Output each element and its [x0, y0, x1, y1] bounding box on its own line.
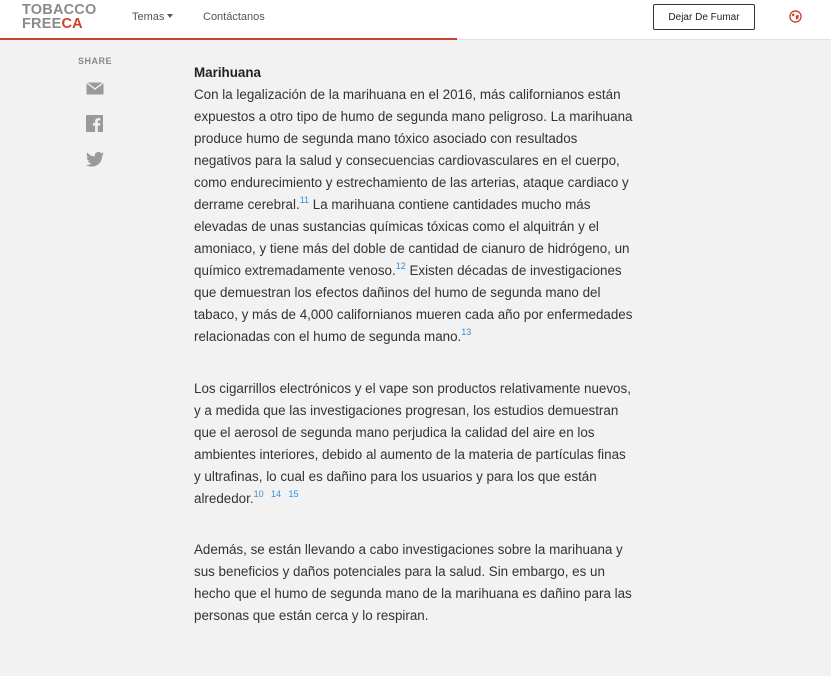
logo-ca: CA [61, 16, 83, 32]
footnote-link-11[interactable]: 11 [299, 195, 310, 205]
logo-free: FREE [22, 16, 62, 32]
footnote-link-10[interactable]: 10 [253, 489, 264, 499]
nav-contactanos-link[interactable]: Contáctanos [203, 11, 265, 23]
paragraph-text: Con la legalización de la marihuana en el 2016, más californianos están expuestos a otro tipo de humo de segunda mano peligroso. La marihuana produce humo de segunda mano tóxico asociado con resultados negativos para la salud y consecuencias cardiovasculares en el cuerpo, como endurecimiento y estrechamiento de las arterias, ataque cardiaco y derrame cerebral. [194, 87, 633, 212]
footnote-link-12[interactable]: 12 [395, 261, 406, 271]
nav-temas-label: Temas [132, 11, 165, 23]
footnote-link-14[interactable]: 14 [271, 489, 282, 499]
reading-progress-bar [0, 38, 457, 40]
paragraph-text: La marihuana contiene cantidades mucho más elevadas de unas sustancias químicas tóxicas como el alquitrán y el amoniaco, y tiene más del doble de cantidad de cianuro de hidrógeno, un químico extremadamente venoso. [194, 197, 630, 278]
logo-line-2 [22, 17, 96, 31]
caret-down-icon [167, 14, 173, 18]
paragraph-marihuana [194, 84, 634, 348]
paragraph-text: Además, se están llevando a cabo investigaciones sobre la marihuana y sus beneficios y daños potenciales para la salud. Sin embargo, es un hecho que el humo de segunda mano de la marihuana es dañino para las personas que están cerca y lo respiran. [194, 542, 632, 623]
footnote-link-15[interactable]: 15 [288, 489, 299, 499]
paragraph-vape [194, 378, 634, 510]
footnote-link-13[interactable]: 13 [461, 327, 472, 337]
site-header [0, 0, 831, 40]
paragraph-research [194, 539, 634, 627]
paragraph-text: Existen décadas de investigaciones que demuestran los efectos dañinos del humo de segunda mano del tabaco, y más de 4,000 californianos mueren cada año por enfermedades relacionadas con el humo de segunda mano. [194, 263, 633, 344]
site-logo[interactable] [22, 3, 96, 31]
share-bar [78, 56, 112, 66]
logo-line-1: TOBACCO [22, 2, 97, 18]
section-heading-marihuana: Marihuana [194, 65, 261, 80]
share-label: SHARE [78, 56, 113, 66]
nav-temas-dropdown[interactable] [132, 11, 173, 23]
twitter-icon[interactable] [86, 152, 104, 167]
paragraph-text: Los cigarrillos electrónicos y el vape son productos relativamente nuevos, y a medida que las investigaciones progresan, los estudios demuestran que el aerosol de segunda mano perjudica la calidad del aire en los ambientes interiores, debido al aumento de la materia de partículas finas y ultrafinas, lo cual es dañino para los usuarios y para los que están alrededor. [194, 381, 631, 506]
article-body [194, 62, 634, 627]
email-icon[interactable] [86, 82, 104, 95]
globe-icon[interactable] [789, 10, 802, 23]
quit-smoking-button[interactable]: Dejar De Fumar [653, 4, 755, 30]
facebook-icon[interactable] [86, 115, 103, 132]
